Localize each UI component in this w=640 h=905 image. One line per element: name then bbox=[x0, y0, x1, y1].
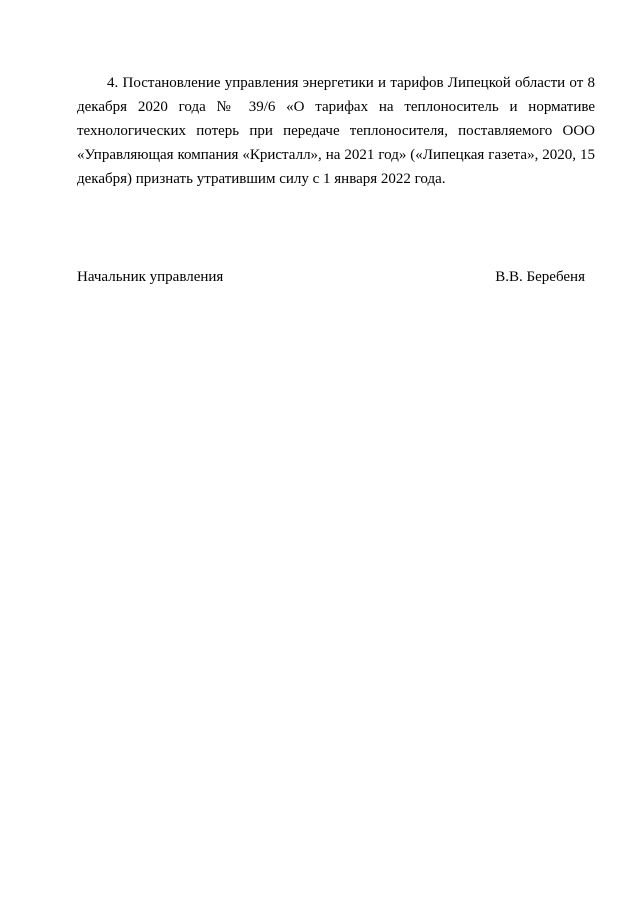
signatory-position: Начальник управления bbox=[77, 269, 224, 285]
signature-block bbox=[77, 266, 585, 288]
paragraph-item-4: 4. Постановление управления энергетики и тарифов Липецкой области от 8 декабря 2020 года № 39/6 «О тарифах на теплоноситель и нормативе технологических потерь при передаче теплоносителя, поставляемого ООО «Управляющая компания «Кристалл», на 2021 год» («Липецкая газета», 2020, 15 декабря) признать утратившим силу с 1 января 2022 года. bbox=[77, 75, 595, 187]
signatory-name: В.В. Беребеня bbox=[495, 269, 585, 285]
